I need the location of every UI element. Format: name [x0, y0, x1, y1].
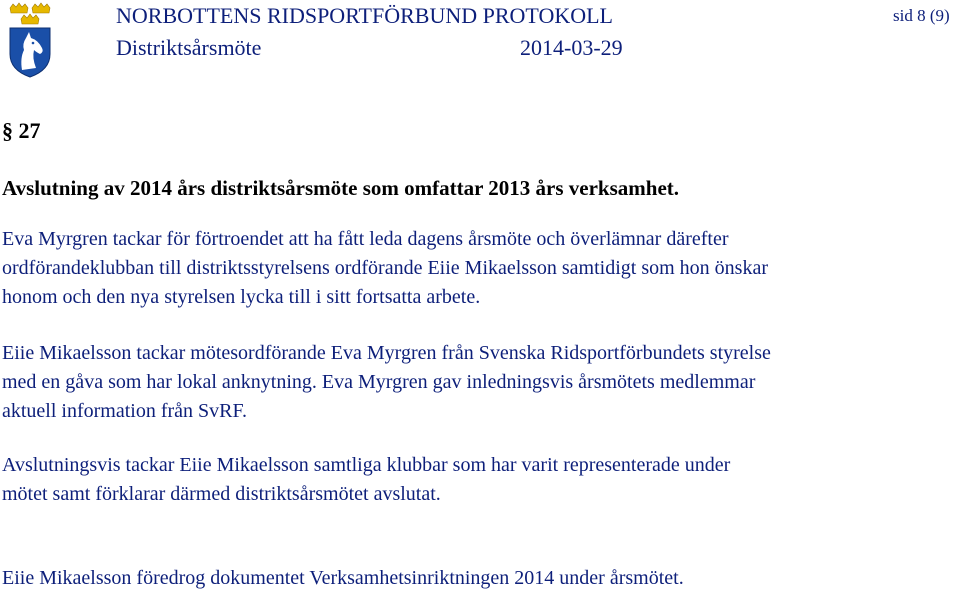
paragraph-line: aktuell information från SvRF. — [2, 400, 248, 422]
paragraph-3 — [2, 451, 730, 509]
page-number: sid 8 (9) — [893, 6, 950, 25]
paragraph-line: Eiie Mikaelsson föredrog dokumentet Verksamhetsinriktningen 2014 under årsmötet. — [2, 567, 684, 589]
paragraph-line: mötet samt förklarar därmed distriktsårsmötet avslutat. — [2, 483, 441, 505]
paragraph-line: med en gåva som har lokal anknytning. Eva Myrgren gav inledningsvis årsmötets medlemmar — [2, 371, 756, 393]
paragraph-line: honom och den nya styrelsen lycka till i sitt fortsatta arbete. — [2, 286, 481, 308]
paragraph-2 — [2, 339, 771, 426]
section-heading: Avslutning av 2014 års distriktsårsmöte som omfattar 2013 års verksamhet. — [2, 176, 680, 200]
paragraph-line: ordförandeklubban till distriktsstyrelsens ordförande Eiie Mikaelsson samtidigt som hon önskar — [2, 257, 768, 279]
document-title: NORBOTTENS RIDSPORTFÖRBUND PROTOKOLL — [116, 3, 613, 28]
paragraph-4 — [2, 564, 684, 593]
district-logo-icon — [4, 2, 56, 78]
paragraph-line: Eva Myrgren tackar för förtroendet att ha fått leda dagens årsmöte och överlämnar därefter — [2, 228, 729, 250]
meeting-date: 2014-03-29 — [520, 35, 623, 60]
paragraph-line: Avslutningsvis tackar Eiie Mikaelsson samtliga klubbar som har varit representerade under — [2, 454, 731, 476]
section-number: § 27 — [2, 118, 41, 143]
meeting-name: Distriktsårsmöte — [116, 35, 262, 60]
paragraph-line: Eiie Mikaelsson tackar mötesordförande Eva Myrgren från Svenska Ridsportförbundets styrelse — [2, 342, 771, 364]
paragraph-1 — [2, 225, 768, 312]
